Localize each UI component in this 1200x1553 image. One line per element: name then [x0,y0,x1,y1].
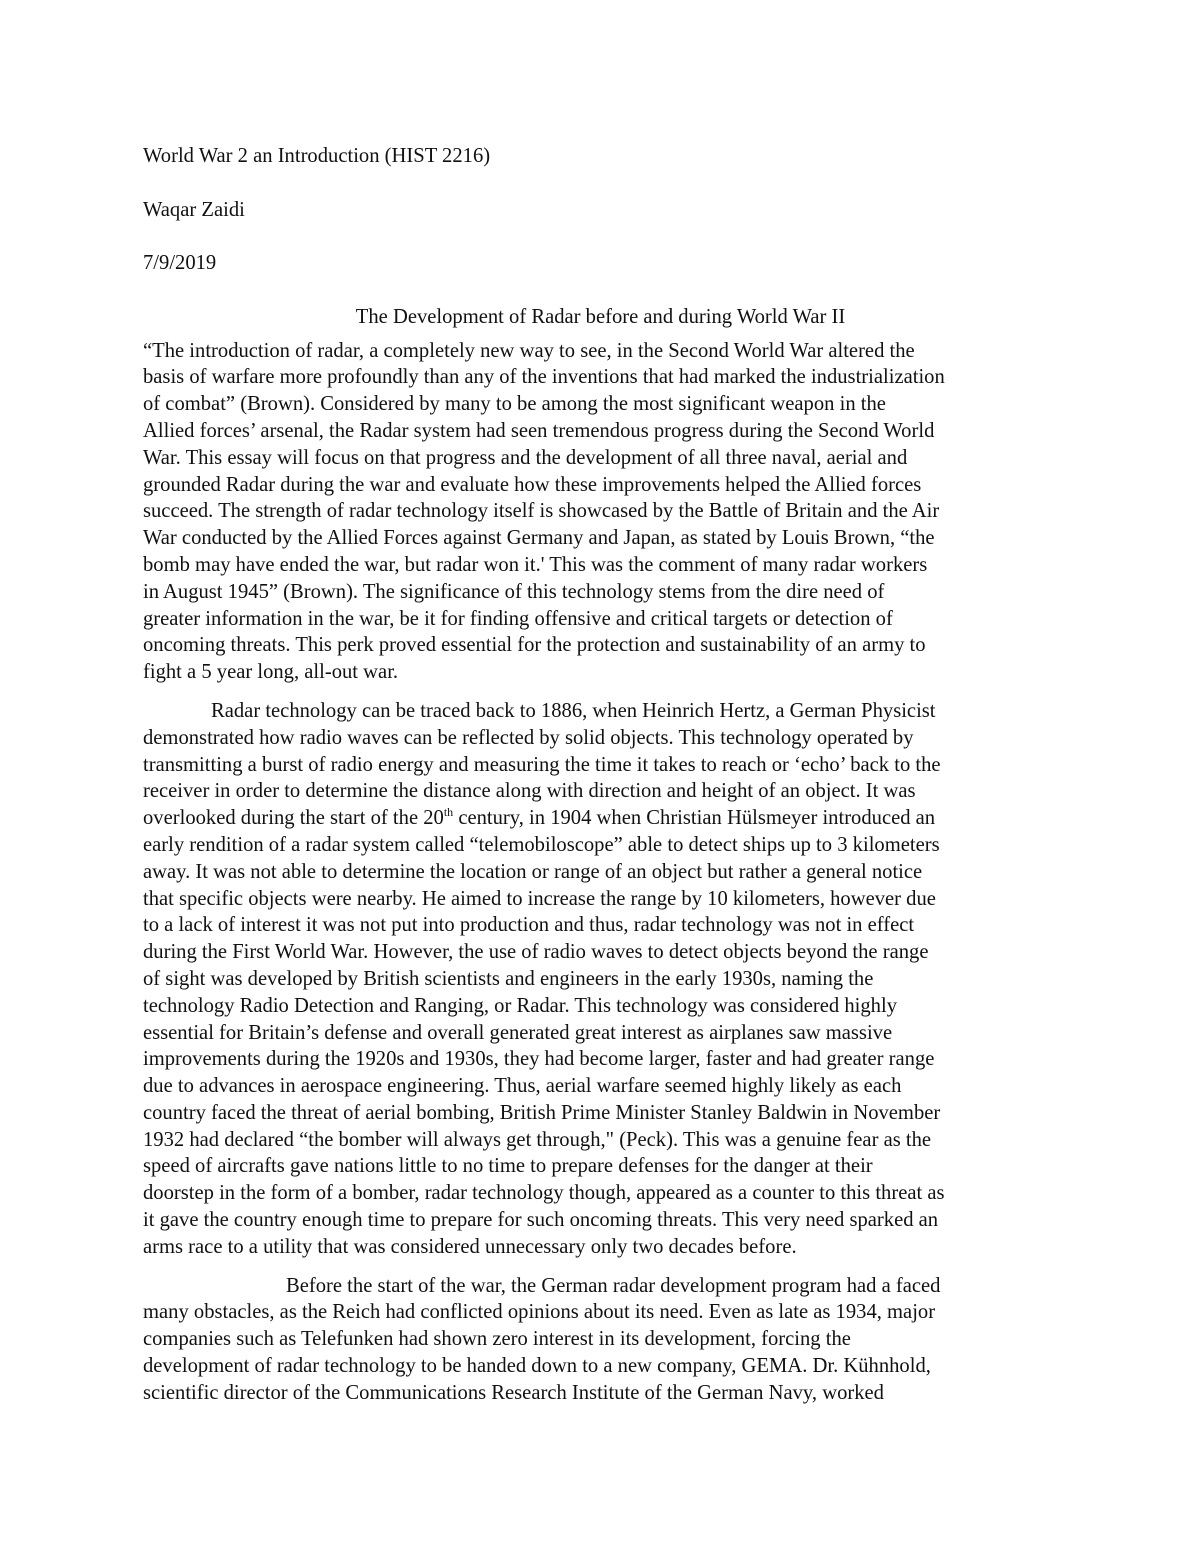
essay-date: 7/9/2019 [143,252,217,275]
course-name: World War 2 an Introduction (HIST 2216) [143,145,491,167]
line-text: century, in 1904 when Christian Hülsmeyer introduced an [453,807,936,830]
paragraph-line: greater information in the war, be it for finding offensive and critical targets or detection of [143,607,893,630]
paragraph-line: in August 1945” (Brown). The significance of this technology stems from the dire need of [143,580,885,603]
document-body [143,143,1058,1419]
paragraph-line: of sight was developed by British scientists and engineers in the early 1930s, naming the [143,967,874,990]
ordinal-superscript: th [443,805,454,820]
paragraph-line: technology Radio Detection and Ranging, or Radar. This technology was considered highly [143,994,897,1017]
paragraph-line: receiver in order to determine the distance along with direction and height of an object. It was [143,780,916,803]
paragraph-line: grounded Radar during the war and evaluate how these improvements helped the Allied forces [143,473,922,496]
paragraph-line: transmitting a burst of radio energy and measuring the time it takes to reach or ‘echo’ back to the [143,753,941,776]
essay-paragraphs [143,338,1058,1407]
paragraph-line: improvements during the 1920s and 1930s, they had become larger, faster and had greater range [143,1048,935,1071]
essay-paragraph [143,698,1058,1261]
paragraph-line: it gave the country enough time to prepare for such oncoming threats. This very need sparked an [143,1209,939,1232]
paragraph-line: development of radar technology to be handed down to a new company, GEMA. Dr. Kühnhold, [143,1355,931,1378]
paragraph-line: due to advances in aerospace engineering. Thus, aerial warfare seemed highly likely as each [143,1075,902,1098]
paragraph-line: essential for Britain’s defense and overall generated great interest as airplanes saw massive [143,1021,893,1044]
paragraph-line: scientific director of the Communications Research Institute of the German Navy, worked [143,1381,884,1404]
paragraph-line: during the First World War. However, the use of radio waves to detect objects beyond the range [143,941,929,964]
paragraph-line: bomb may have ended the war, but radar won it.' This was the comment of many radar workers [143,553,928,576]
line-text: overlooked during the start of the 20 [143,807,444,830]
paragraph-line: War conducted by the Allied Forces against Germany and Japan, as stated by Louis Brown, “the [143,527,935,550]
paragraph-line: Radar technology can be traced back to 1886, when Heinrich Hertz, a German Physicist [211,699,936,722]
paragraph-line: of combat” (Brown). Considered by many to be among the most significant weapon in the [143,393,886,416]
paragraph-line: Before the start of the war, the German radar development program had a faced [286,1274,941,1297]
paragraph-line: doorstep in the form of a bomber, radar technology though, appeared as a counter to this threat as [143,1182,945,1205]
paragraph-line: demonstrated how radio waves can be reflected by solid objects. This technology operated by [143,726,914,749]
essay-paragraph [143,1273,1058,1407]
paragraph-line: that specific objects were nearby. He aimed to increase the range by 10 kilometers, however due [143,887,936,910]
essay-title: The Development of Radar before and during World War II [355,305,846,328]
paragraph-line: many obstacles, as the Reich had conflicted opinions about its need. Even as late as 1934, major [143,1301,936,1324]
instructor-name: Waqar Zaidi [143,198,245,221]
essay-paragraph [143,338,1058,686]
paragraph-line: War. This essay will focus on that progress and the development of all three naval, aerial and [143,446,908,469]
paragraph-line: away. It was not able to determine the location or range of an object but rather a general notice [143,860,923,883]
paragraph-line: to a lack of interest it was not put into production and thus, radar technology was not in effect [143,914,915,937]
paragraph-line: arms race to a utility that was considered unnecessary only two decades before. [143,1235,797,1258]
paragraph-line: companies such as Telefunken had shown zero interest in its development, forcing the [143,1328,851,1351]
paragraph-line: 1932 had declared “the bomber will always get through," (Peck). This was a genuine fear as the [143,1128,932,1151]
paragraph-line: speed of aircrafts gave nations little to no time to prepare defenses for the danger at their [143,1155,873,1178]
paragraph-line: oncoming threats. This perk proved essential for the protection and sustainability of an army to [143,634,926,657]
paragraph-line: basis of warfare more profoundly than any of the inventions that had marked the industrialization [143,366,945,389]
paragraph-line: fight a 5 year long, all-out war. [143,661,399,684]
paragraph-line: succeed. The strength of radar technology itself is showcased by the Battle of Britain and the Air [143,500,940,523]
paragraph-line: “The introduction of radar, a completely new way to see, in the Second World War altered the [143,339,915,362]
paragraph-line: country faced the threat of aerial bombing, British Prime Minister Stanley Baldwin in November [143,1101,941,1124]
paragraph-line [143,805,1058,832]
paragraph-line: early rendition of a radar system called “telemobiloscope” able to detect ships up to 3 kilometers [143,833,940,856]
paragraph-line: Allied forces’ arsenal, the Radar system had seen tremendous progress during the Second World [143,419,935,442]
